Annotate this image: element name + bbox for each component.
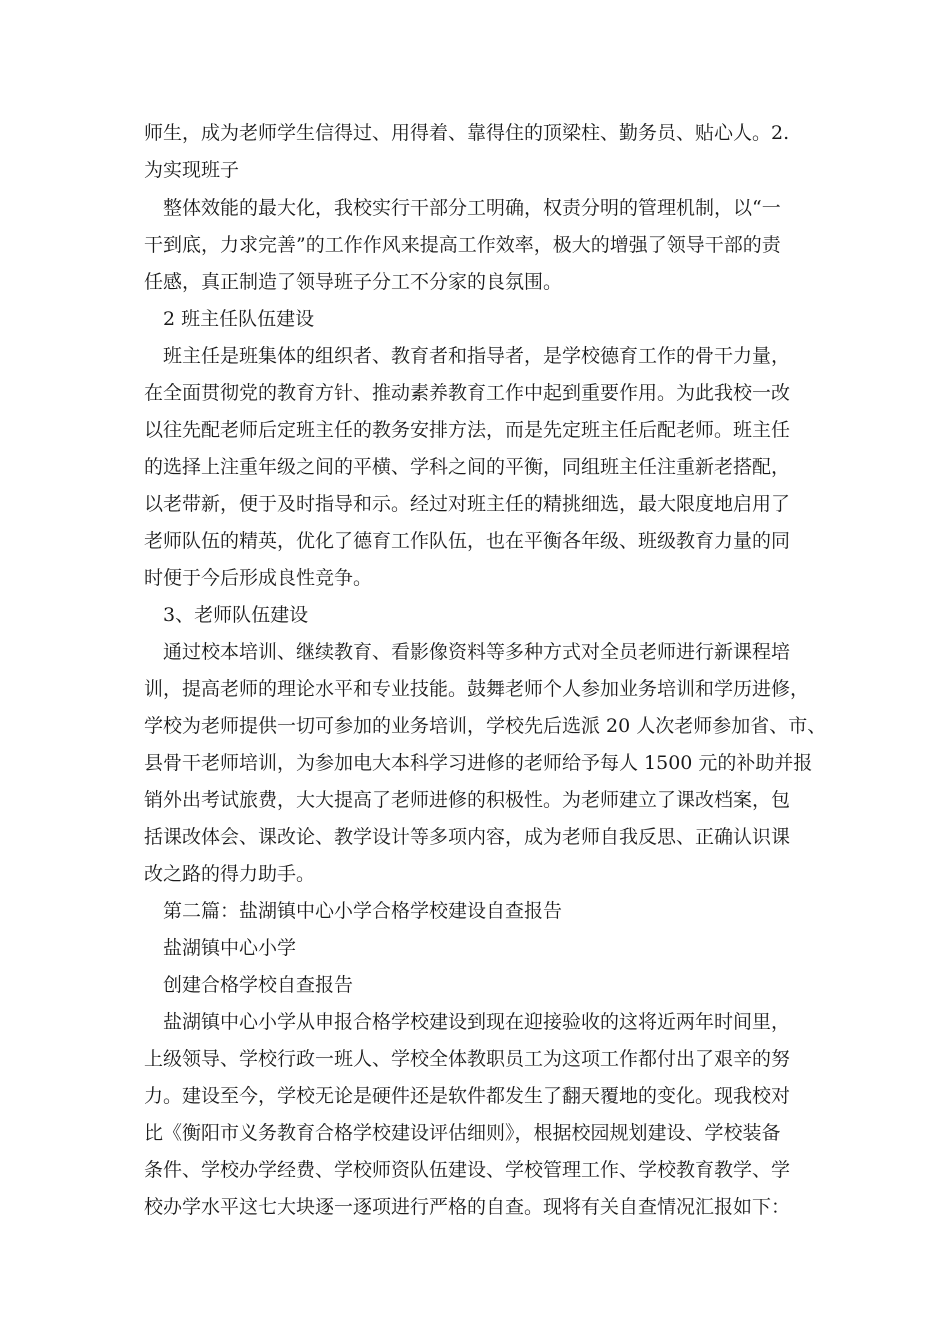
text-line: 改之路的得力助手。 xyxy=(144,863,316,885)
text-line: 校办学水平这七大块逐一逐项进行严格的自查。现将有关自查情况汇报如下： xyxy=(144,1196,791,1218)
text-line: 通过校本培训、继续教育、看影像资料等多种方式对全员老师进行新课程培 xyxy=(163,641,791,663)
text-line: 为实现班子 xyxy=(144,159,240,181)
text-line: 师生，成为老师学生信得过、用得着、靠得住的顶梁柱、勤务员、贴心人。2. xyxy=(144,122,790,144)
text-line: 比《衡阳市义务教育合格学校建设评估细则》，根据校园规划建设、学校装备 xyxy=(144,1122,781,1144)
text-line: 时便于今后形成良性竞争。 xyxy=(144,567,373,589)
text-line: 整体效能的最大化，我校实行干部分工明确，权责分明的管理机制，以“一 xyxy=(163,197,781,219)
text-line: 老师队伍的精英，优化了德育工作队伍，也在平衡各年级、班级教育力量的同 xyxy=(144,530,791,552)
text-line: 班主任是班集体的组织者、教育者和指导者，是学校德育工作的骨干力量， xyxy=(163,345,791,367)
text-line: 括课改体会、课改论、教学设计等多项内容，成为老师自我反思、正确认识课 xyxy=(144,826,791,848)
text-line: 干到底，力求完善”的工作作风来提高工作效率，极大的增强了领导干部的责 xyxy=(144,234,781,256)
text-line: 在全面贯彻党的教育方针、推动素养教育工作中起到重要作用。为此我校一改 xyxy=(144,382,791,404)
text-line: 以老带新，便于及时指导和示。经过对班主任的精挑细选，最大限度地启用了 xyxy=(144,493,791,515)
chapter-title: 第二篇：盐湖镇中心小学合格学校建设自查报告 xyxy=(163,900,563,922)
section-heading: 3、老师队伍建设 xyxy=(163,604,309,626)
text-line: 力。建设至今，学校无论是硬件还是软件都发生了翻天覆地的变化。现我校对 xyxy=(144,1085,791,1107)
text-line: 任感，真正制造了领导班子分工不分家的良氛围。 xyxy=(144,271,563,293)
text-line: 销外出考试旅费，大大提高了老师进修的积极性。为老师建立了课改档案，包 xyxy=(144,789,791,811)
text-line: 县骨干老师培训，为参加电大本科学习进修的老师给予每人 1500 元的补助并报 xyxy=(144,752,813,774)
text-line: 训，提高老师的理论水平和专业技能。鼓舞老师个人参加业务培训和学历进修， xyxy=(144,678,810,700)
text-line: 上级领导、学校行政一班人、学校全体教职员工为这项工作都付出了艰辛的努 xyxy=(144,1048,791,1070)
text-line: 的选择上注重年级之间的平横、学科之间的平衡，同组班主任注重新老搭配， xyxy=(144,456,791,478)
text-line: 学校为老师提供一切可参加的业务培训，学校先后选派 20 人次老师参加省、市、 xyxy=(144,715,827,737)
text-line: 以往先配老师后定班主任的教务安排方法，而是先定班主任后配老师。班主任 xyxy=(144,419,791,441)
text-line: 条件、学校办学经费、学校师资队伍建设、学校管理工作、学校教育教学、学 xyxy=(144,1159,791,1181)
school-name: 盐湖镇中心小学 xyxy=(163,937,297,959)
section-heading: 2 班主任队伍建设 xyxy=(163,308,315,330)
text-line: 盐湖镇中心小学从申报合格学校建设到现在迎接验收的这将近两年时间里， xyxy=(163,1011,791,1033)
report-title: 创建合格学校自查报告 xyxy=(163,974,354,996)
